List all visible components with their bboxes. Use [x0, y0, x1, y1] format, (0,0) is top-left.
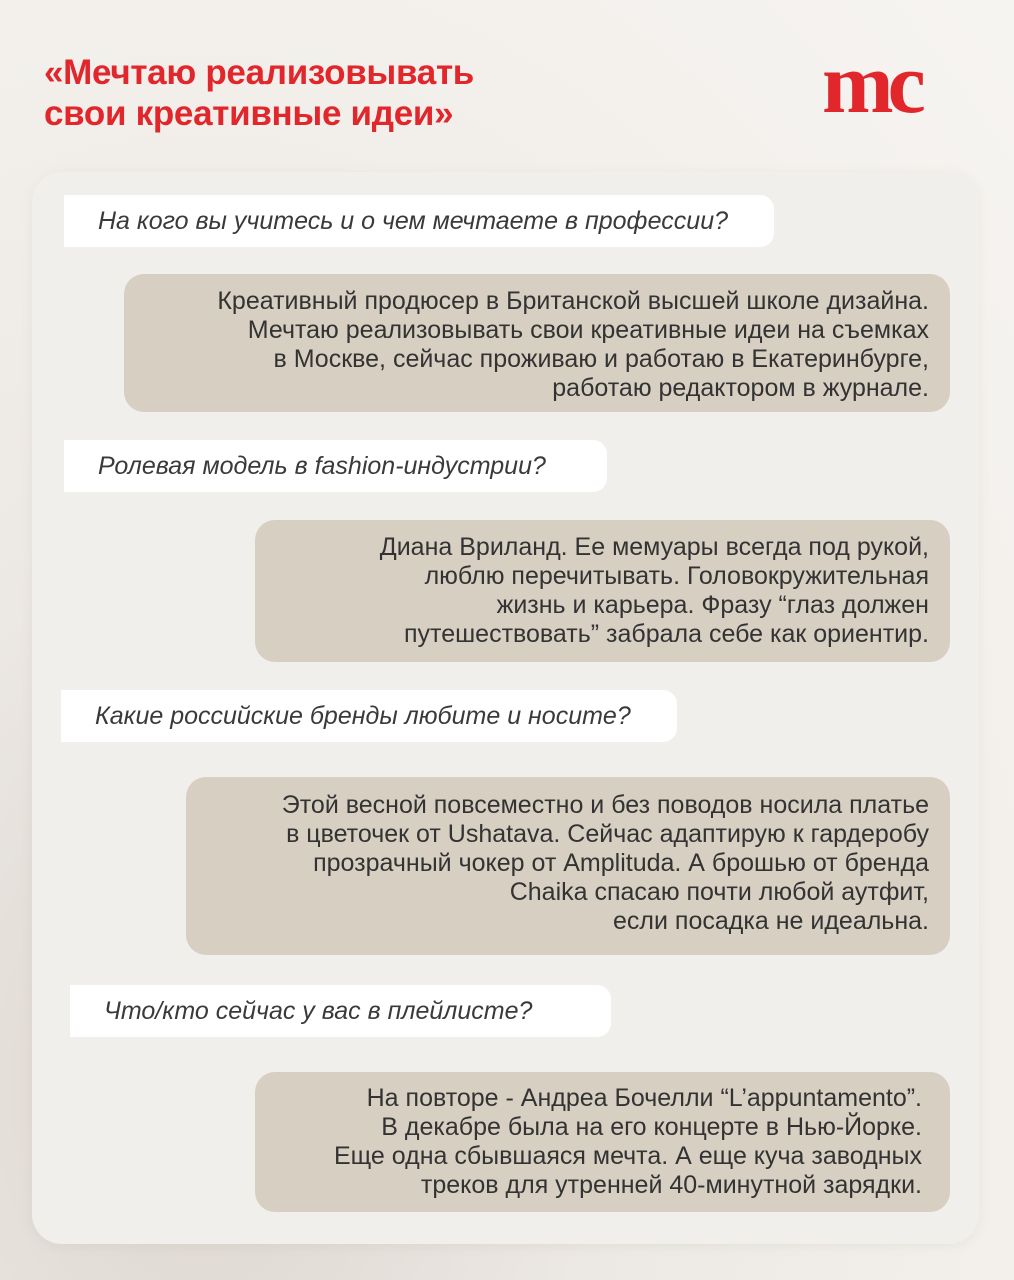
title-line: свои креативные идеи»: [44, 94, 454, 133]
answer-line: жизнь и карьера. Фразу “глаз должен: [496, 591, 929, 619]
answer-bubble: [255, 520, 950, 662]
page-title: [44, 52, 744, 134]
answer-bubble: [255, 1072, 950, 1212]
title-line: «Мечтаю реализовывать: [44, 53, 475, 92]
answer-line: Мечтаю реализовывать свои креативные идеи на съемках: [247, 316, 929, 344]
question-text: На кого вы учитесь и о чем мечтаете в профессии?: [98, 207, 729, 235]
question-bubble: [61, 690, 677, 742]
answer-line: в Москве, сейчас проживаю и работаю в Екатеринбурге,: [273, 345, 929, 373]
question-text: Ролевая модель в fashion-индустрии?: [98, 452, 546, 480]
answer-line: В декабре была на его концерте в Нью-Йорке.: [381, 1113, 922, 1141]
answer-bubble: [124, 274, 950, 412]
answer-line: люблю перечитывать. Головокружительная: [424, 562, 929, 590]
answer-line: прозрачный чокер от Amplituda. А брошью от бренда: [313, 849, 929, 877]
answer-line: путешествовать” забрала себе как ориентир.: [404, 620, 929, 648]
answer-line: в цветочек от Ushatava. Сейчас адаптирую к гардеробу: [286, 820, 929, 848]
answer-line: Этой весной повсеместно и без поводов носила платье: [281, 791, 929, 819]
question-bubble: [70, 985, 611, 1037]
question-text: Что/кто сейчас у вас в плейлисте?: [104, 997, 533, 1025]
answer-line: На повторе - Андреа Бочелли “L’appuntamento”.: [366, 1084, 922, 1112]
answer-line: Диана Вриланд. Ее мемуары всегда под рукой,: [379, 533, 929, 561]
answer-line: Еще одна сбывшаяся мечта. А еще куча заводных: [333, 1142, 922, 1170]
question-bubble: [64, 195, 774, 247]
question-text: Какие российские бренды любите и носите?: [95, 702, 631, 730]
answer-line: Креативный продюсер в Британской высшей школе дизайна.: [217, 287, 929, 315]
answer-line: если посадка не идеальна.: [613, 907, 929, 935]
mc-logo: [822, 46, 958, 124]
answer-line: треков для утренней 40-минутной зарядки.: [420, 1171, 922, 1199]
answer-line: работаю редактором в журнале.: [552, 374, 929, 402]
answer-line: Chaika спасаю почти любой аутфит,: [509, 878, 929, 906]
question-bubble: [64, 440, 607, 492]
answer-bubble: [186, 777, 950, 955]
logo-text: mc: [822, 46, 920, 124]
